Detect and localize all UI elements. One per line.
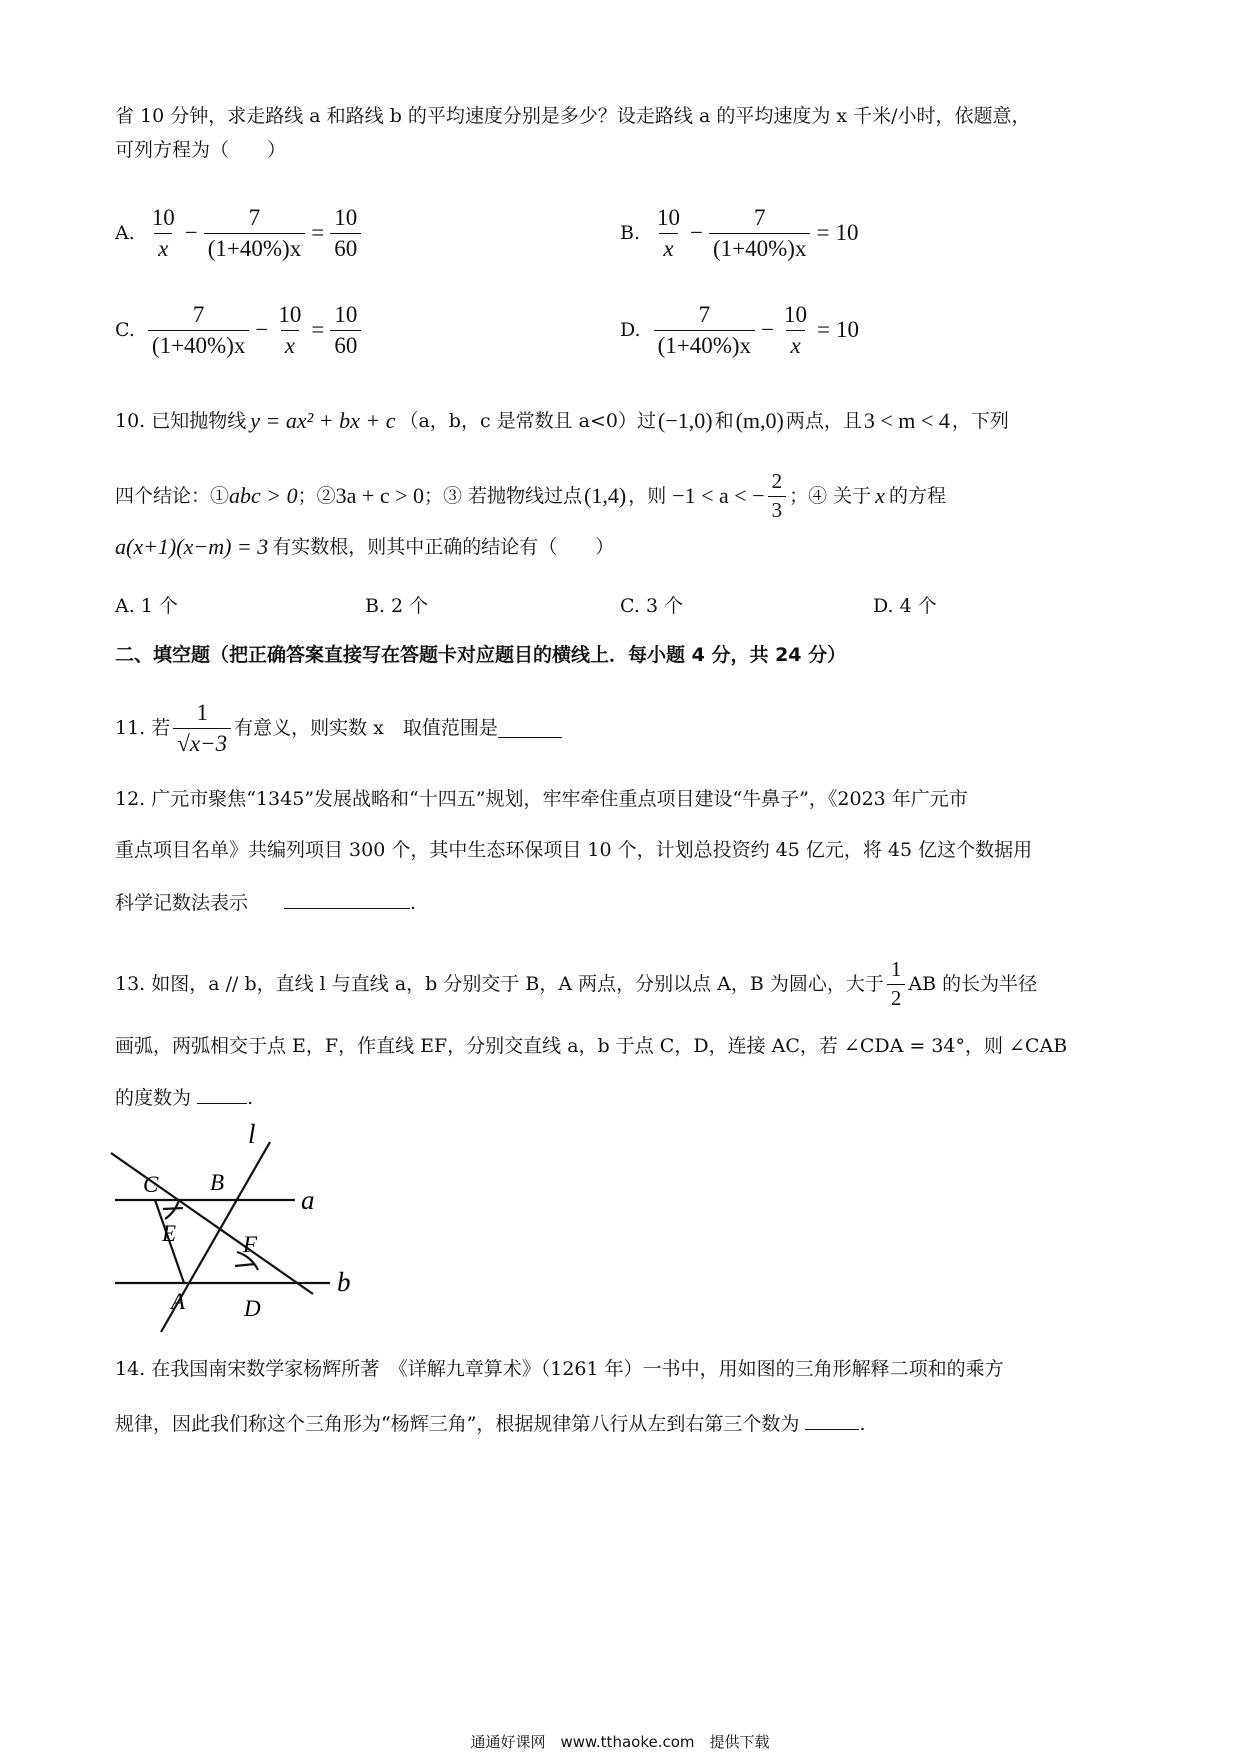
label-d: D <box>244 1296 261 1321</box>
fraction: $\frac{7}{(1+40\%)x}$ <box>709 205 810 262</box>
fraction: $\frac{1}{2}$ <box>887 958 906 1010</box>
label-b-point: B <box>210 1170 225 1195</box>
answer-blank[interactable] <box>498 719 562 738</box>
q13-line1: 13. 如图，a // b，直线 l 与直线 a，b 分别交于 B，A 两点，分别以点 A，B 为圆心，大于 $\frac{1}{2}$ AB 的长为半径 <box>115 957 1038 1010</box>
rhs-value: 10 <box>835 220 859 246</box>
option-label: D. <box>620 319 641 342</box>
q9-text-line2: 可列方程为（ ） <box>115 139 287 161</box>
fraction: $\frac{10}{x}$ <box>657 205 681 261</box>
fraction: $\frac{10}{x}$ <box>784 302 808 358</box>
label-f: F <box>243 1232 258 1257</box>
q10-line1: 10. 已知抛物线 y = ax² + bx + c （a，b，c 是常数且 a<0）过 (−1,0) 和 (m,0) 两点，且 3 < m < 4 ，下列 <box>115 408 1009 433</box>
q12-line2: 重点项目名单》共编列项目 300 个，其中生态环保项目 10 个，计划总投资约 45 亿元，将 45 亿这个数据用 <box>115 839 1033 861</box>
q13-line2: 画弧，两弧相交于点 E，F，作直线 EF，分别交直线 a，b 于点 C，D，连接 AC，若 ∠CDA = 34°，则 ∠CAB <box>115 1035 1068 1057</box>
q11-line: 11. 若 $\frac{1}{√x-3}$ 有意义，则实数 x 取值范围是 <box>115 700 562 757</box>
q13-geometry-figure <box>105 1120 385 1340</box>
q10-option-a[interactable]: A. 1 个 <box>115 595 178 617</box>
q12-line1: 12. 广元市聚焦“1345”发展战略和“十四五”规划，牢牢牵住重点项目建设“牛鼻子”，《2023 年广元市 <box>115 788 968 810</box>
q10-line2: 四个结论：① abc > 0 ；② 3a + c > 0 ；③ 若抛物线过点 (1,4) ，则 −1 < a < − $\frac{2}{3}$ ；④ 关于 x 的方程 <box>115 469 946 522</box>
section-heading: 二、填空题（把正确答案直接写在答题卡对应题目的横线上．每小题 4 分，共 24 分） <box>115 644 847 666</box>
fraction: $\frac{7}{(1+40\%)x}$ <box>654 302 755 359</box>
fraction: $\frac{10}{60}$ <box>330 205 361 262</box>
label-l: l <box>248 1120 256 1149</box>
q9-option-b[interactable]: B. $\frac{10}{x}$ − $\frac{7}{(1+40\%)x}$ = 10 <box>620 205 859 261</box>
answer-blank[interactable] <box>197 1085 247 1104</box>
q9-option-d[interactable]: D. $\frac{7}{(1+40\%)x}$ − $\frac{10}{x}$ = 10 <box>620 302 860 358</box>
page-footer: 通通好课网 www.tthaoke.com 提供下载 <box>470 1733 770 1751</box>
fraction: $\frac{10}{x}$ <box>151 205 175 261</box>
q10-option-b[interactable]: B. 2 个 <box>365 595 429 617</box>
q9-text-line1: 省 10 分钟，求走路线 a 和路线 b 的平均速度分别是多少？设走路线 a 的平均速度为 x 千米/小时，依题意， <box>115 105 1031 127</box>
label-c: C <box>143 1172 159 1197</box>
fraction: $\frac{1}{√x-3}$ <box>173 700 231 757</box>
q9-option-a[interactable]: A. $\frac{10}{x}$ − $\frac{7}{(1+40\%)x}$ = $\frac{10}{60}$ <box>115 205 364 262</box>
q10-line3: a(x+1)(x−m) = 3 有实数根，则其中正确的结论有（ ） <box>115 534 615 559</box>
q12-line3: 科学记数法表示 . <box>115 892 417 914</box>
label-a: a <box>301 1185 315 1215</box>
option-label: B. <box>620 222 641 245</box>
fraction: $\frac{7}{(1+40\%)x}$ <box>148 302 249 359</box>
q10-option-c[interactable]: C. 3 个 <box>620 595 684 617</box>
label-a-point: A <box>171 1289 186 1314</box>
q9-option-c[interactable]: C. $\frac{7}{(1+40\%)x}$ − $\frac{10}{x}$ = $\frac{10}{60}$ <box>115 302 364 359</box>
q13-line3: 的度数为 . <box>115 1087 254 1109</box>
rhs-value: 10 <box>836 317 860 343</box>
label-b: b <box>337 1267 351 1297</box>
fraction: $\frac{2}{3}$ <box>768 470 787 522</box>
answer-blank[interactable] <box>805 1411 859 1430</box>
q14-line1: 14. 在我国南宋数学家杨辉所著 《详解九章算术》（1261 年）一书中，用如图的三角形解释二项和的乘方 <box>115 1358 1004 1380</box>
option-label: C. <box>115 319 135 342</box>
q14-line2: 规律，因此我们称这个三角形为“杨辉三角”，根据规律第八行从左到右第三个数为 . <box>115 1413 866 1435</box>
label-e: E <box>162 1221 177 1246</box>
fraction: $\frac{10}{x}$ <box>278 302 302 358</box>
option-label: A. <box>115 222 135 245</box>
fraction: $\frac{7}{(1+40\%)x}$ <box>204 205 305 262</box>
answer-blank[interactable] <box>284 890 410 909</box>
q10-option-d[interactable]: D. 4 个 <box>873 595 937 617</box>
fraction: $\frac{10}{60}$ <box>330 302 361 359</box>
